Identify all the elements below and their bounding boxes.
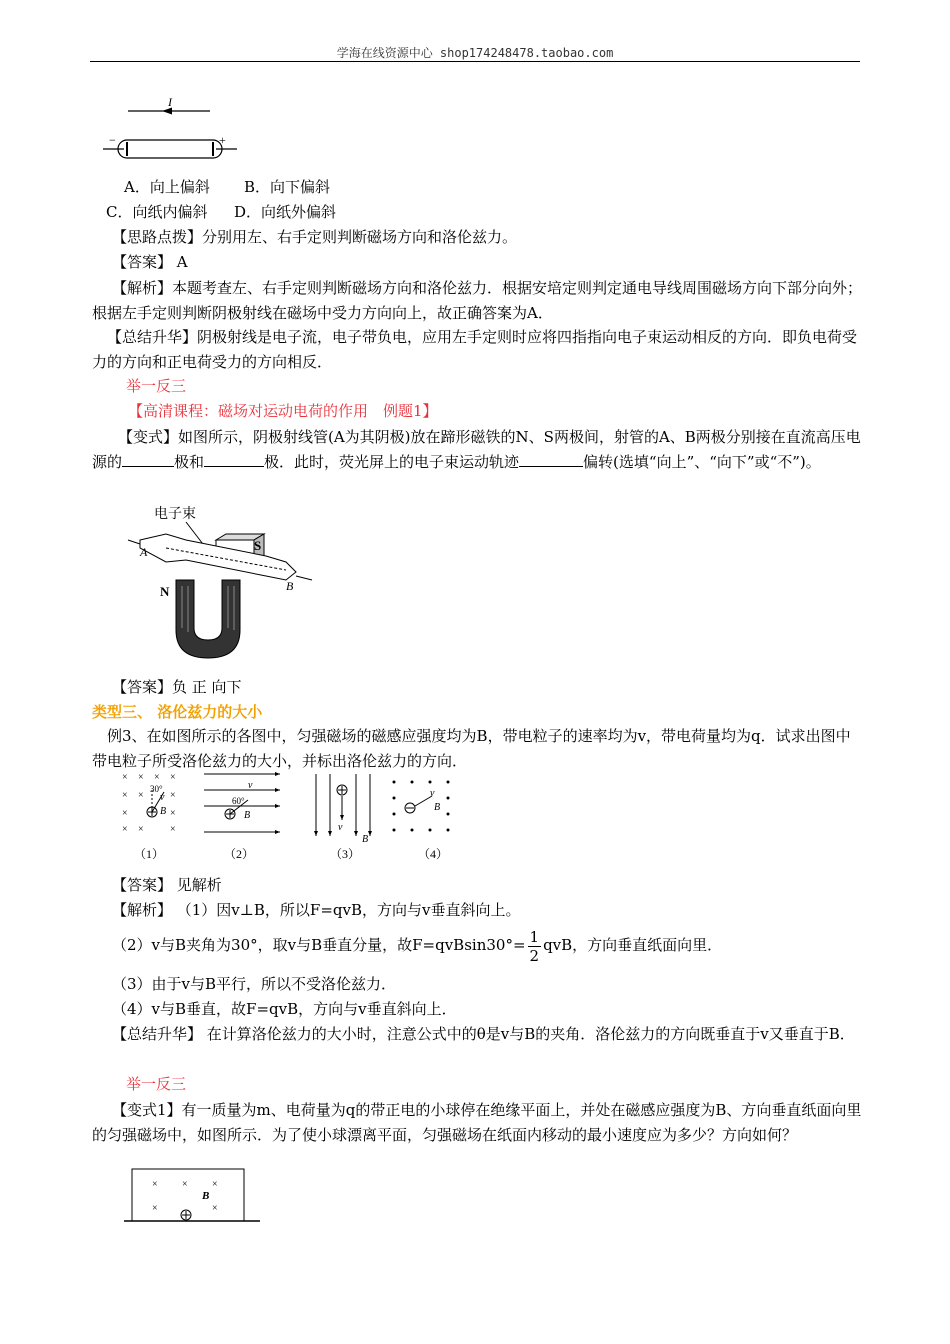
svg-text:（2）: （2）	[224, 847, 255, 861]
svg-text:v: v	[430, 788, 435, 799]
svg-text:×: ×	[170, 808, 176, 819]
svg-text:×: ×	[122, 790, 128, 801]
example3-question: 例3、在如图所示的各图中，匀强磁场的磁感应强度均为B，带电粒子的速率均为v，带电荷量均为q．试求出图中带电粒子所受洛伦兹力的大小，并标出洛伦兹力的方向．	[92, 727, 851, 770]
variant1-question: 【变式1】有一质量为m、电荷量为q的带正电的小球停在绝缘平面上，并处在磁感应强度为B、方向垂直纸面向里的匀强磁场中，如图所示．为了使小球漂离平面，匀强磁场在纸面内移动的最小速度应为多少？方向如何？	[92, 1101, 862, 1144]
answer-text: 【答案】 A	[112, 253, 188, 271]
option-a: A．向上偏斜	[124, 178, 210, 196]
variant-question: 【变式】如图所示，阴极射线管(A为其阴极)放在蹄形磁铁的N、S两极间，射管的A、B两极分别接在直流高压电源的 极和 极．此时，荧光屏上的电子束运动轨迹 偏转(选填“向上”、“向下”或“不”)。	[92, 428, 861, 471]
beam-label: 电子束	[154, 507, 196, 522]
svg-text:×: ×	[154, 772, 160, 783]
svg-text:B: B	[244, 810, 251, 821]
hint-text: 【思路点拨】分别用左、右手定则判断磁场方向和洛伦兹力。	[112, 228, 518, 246]
summary-text: 【总结升华】阴极射线是电子流，电子带负电，应用左手定则时应将四指指向电子束运动相反的方向．即负电荷受力的方向和正电荷受力的方向相反．	[92, 328, 858, 371]
svg-text:×: ×	[122, 808, 128, 819]
svg-text:（3）: （3）	[330, 847, 361, 861]
jyfs-heading-1: 举一反三	[126, 377, 187, 395]
s-pole-label: S	[254, 538, 262, 553]
svg-text:×: ×	[138, 790, 144, 801]
course-heading: 【高清课程：磁场对运动电荷的作用 例题1】	[128, 402, 438, 420]
jyfs-heading-2: 举一反三	[126, 1075, 187, 1093]
diagram-4	[393, 781, 450, 862]
field-diagrams	[112, 770, 457, 862]
n-pole-label: N	[160, 584, 170, 599]
field-b-label: B	[202, 1190, 210, 1202]
header-divider	[90, 61, 860, 62]
ball-field-figure	[124, 1165, 264, 1227]
svg-text:×: ×	[152, 1179, 158, 1190]
svg-text:（1）: （1）	[134, 847, 165, 861]
fraction-half: $\frac{1}{2}$	[529, 927, 540, 965]
svg-text:×: ×	[212, 1203, 218, 1214]
svg-text:B: B	[362, 834, 369, 845]
type3-heading: 类型三、 洛伦兹力的大小	[92, 703, 263, 721]
page-header: 学海在线资源中心 shop174248478.taobao.com	[336, 46, 614, 60]
svg-text:×: ×	[182, 1179, 188, 1190]
minus-sign: −	[109, 133, 116, 147]
analysis-4: （4）v与B垂直，故F=qvB，方向与v垂直斜向上．	[112, 1000, 457, 1018]
example3-answer: 【答案】 见解析	[112, 876, 222, 894]
cathode-magnet-figure	[126, 500, 316, 670]
svg-text:30°: 30°	[150, 784, 163, 794]
current-label: I	[168, 95, 172, 109]
diagram-2	[204, 772, 280, 861]
diagram-3	[314, 774, 372, 861]
svg-text:v: v	[248, 780, 253, 791]
svg-text:×: ×	[122, 824, 128, 835]
svg-text:（4）: （4）	[418, 847, 449, 861]
analysis-2: （2）v与B夹角为30°，取v与B垂直分量，故F=qvBsin30°= $\frac{1}{2}$ qvB，方向垂直纸面向里．	[112, 927, 723, 965]
option-c: C．向纸内偏斜	[106, 203, 208, 221]
svg-text:60°: 60°	[232, 796, 245, 806]
svg-text:×: ×	[152, 1203, 158, 1214]
analysis-text: 【解析】本题考查左、右手定则判断磁场方向和洛伦兹力．根据安培定则判定通电导线周围磁场方向下部分向外；根据左手定则判断阴极射线在磁场中受力方向向上，故正确答案为A．	[92, 279, 863, 322]
svg-text:×: ×	[170, 790, 176, 801]
svg-text:v: v	[160, 792, 165, 803]
analysis-3: （3）由于v与B平行，所以不受洛伦兹力．	[112, 975, 397, 993]
example3-summary: 【总结升华】 在计算洛伦兹力的大小时，注意公式中的θ是v与B的夹角．洛伦兹力的方向既垂直于v又垂直于B．	[112, 1025, 855, 1043]
pole-a-label: A	[140, 545, 148, 559]
pole-b-label: B	[286, 579, 294, 593]
svg-text:×: ×	[122, 772, 128, 783]
svg-text:B: B	[434, 802, 441, 813]
svg-text:×: ×	[170, 772, 176, 783]
svg-text:×: ×	[138, 772, 144, 783]
option-d: D．向纸外偏斜	[234, 203, 337, 221]
svg-text:×: ×	[138, 824, 144, 835]
variant-answer: 【答案】负 正 向下	[112, 678, 242, 696]
svg-text:×: ×	[212, 1179, 218, 1190]
cathode-tube-figure	[100, 92, 240, 164]
option-b: B．向下偏斜	[244, 178, 331, 196]
analysis-1: 【解析】 （1）因v⊥B，所以F=qvB，方向与v垂直斜向上。	[112, 901, 521, 919]
svg-text:×: ×	[170, 824, 176, 835]
svg-text:B: B	[160, 806, 167, 817]
diagram-1	[122, 772, 176, 861]
svg-text:v: v	[338, 822, 343, 833]
plus-sign: +	[219, 133, 226, 147]
